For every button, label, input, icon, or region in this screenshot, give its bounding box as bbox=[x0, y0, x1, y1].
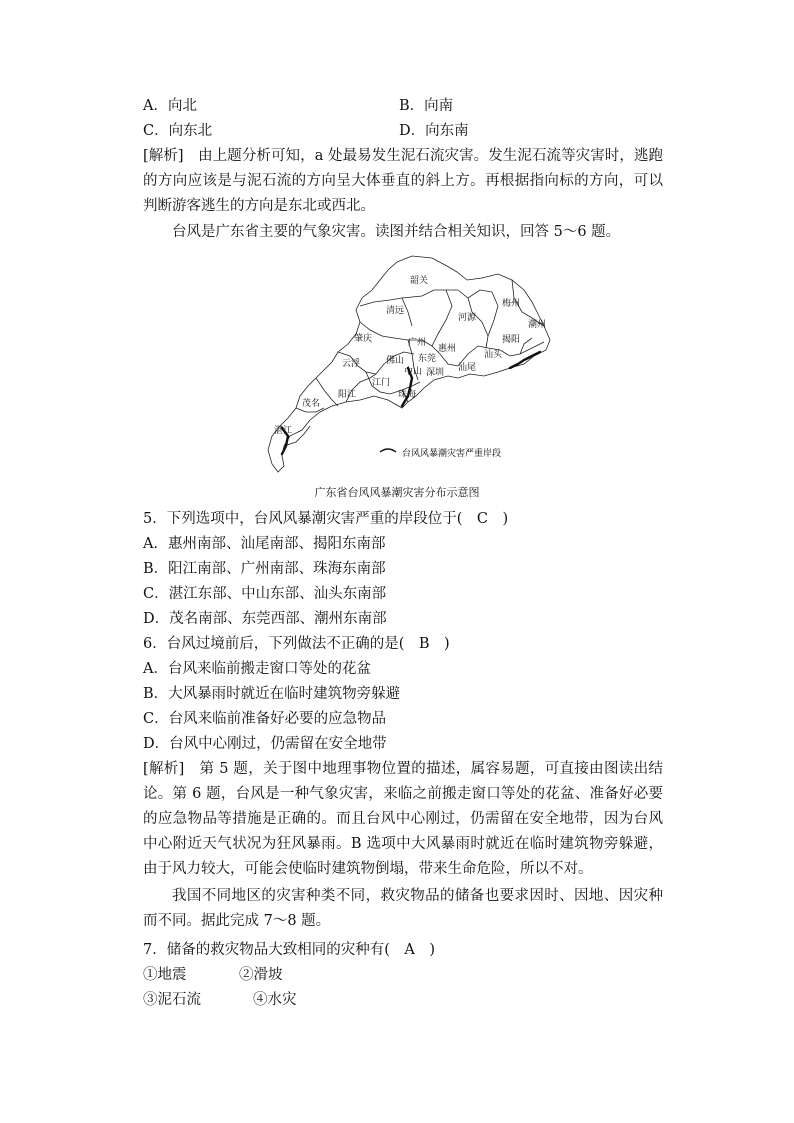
city-shantou: 汕头 bbox=[484, 350, 503, 360]
q7-option-2: ②滑坡 bbox=[239, 967, 283, 983]
q7-option-1: ①地震 bbox=[143, 967, 187, 983]
city-heyuan: 河源 bbox=[458, 313, 477, 323]
q5-stem: 5．下列选项中，台风风暴潮灾害严重的岸段位于( C ) bbox=[143, 511, 509, 527]
q5-option-a: A．惠州南部、汕尾南部、揭阳东南部 bbox=[143, 536, 386, 552]
intro-2: 我国不同地区的灾害种类不同，救灾物品的储备也要求因时、因地、因灾种而不同。据此完成 7～8 题。 bbox=[143, 888, 663, 929]
city-yunfu: 云浮 bbox=[342, 359, 361, 369]
q5-option-d: D．茂名南部、东莞西部、潮州东南部 bbox=[143, 611, 387, 627]
q7-option-3: ③泥石流 bbox=[143, 992, 201, 1008]
analysis-1-tag: [解析] bbox=[143, 148, 184, 164]
city-chaozhou: 潮州 bbox=[528, 320, 547, 330]
intro-1: 台风是广东省主要的气象灾害。读图并结合相关知识，回答 5～6 题。 bbox=[172, 224, 621, 240]
q4-option-a: A．向北 bbox=[143, 98, 197, 114]
legend-line bbox=[380, 449, 396, 452]
guangdong-map bbox=[262, 250, 552, 475]
q6-stem: 6．台风过境前后，下列做法不正确的是( B ) bbox=[143, 636, 450, 652]
analysis-1-text: 由上题分析可知，a 处最易发生泥石流灾害。发生泥石流等灾害时，逃跑的方向应该是与泥石流的方向呈大体垂直的斜上方。再根据指向标的方向，可以判断游客逃生的方向是东北或西北。 bbox=[143, 148, 663, 214]
city-jieyang: 揭阳 bbox=[502, 335, 521, 345]
city-qingyuan: 清远 bbox=[386, 306, 405, 316]
analysis-2-text: 第 5 题，关于图中地理事物位置的描述，属容易题，可直接由图读出结论。第 6 题，台风是一种气象灾害，来临之前搬走窗口等处的花盆、准备好必要的应急物品等措施是正确的。而且台风中心刚过，仍需留在安全地带，因为台风中心附近天气状况为狂风暴雨。B 选项中大风暴雨时就近在临时建筑物旁躲避，由于风力较大，可能会使临时建筑物倒塌，带来生命危险，所以不对。 bbox=[143, 761, 663, 877]
city-meizhou: 梅州 bbox=[502, 299, 521, 309]
q6-option-c: C．台风来临前准备好必要的应急物品 bbox=[143, 711, 387, 727]
q5-option-c: C．湛江东部、中山东部、汕头东南部 bbox=[143, 586, 387, 602]
city-zhuhai: 珠海 bbox=[398, 390, 417, 400]
q7-stem: 7．储备的救灾物品大致相同的灾种有( A ) bbox=[143, 942, 436, 958]
legend-label: 台风风暴潮灾害严重岸段 bbox=[402, 449, 502, 459]
city-yangjiang: 阳江 bbox=[338, 390, 357, 400]
analysis-2 bbox=[143, 757, 663, 882]
city-huizhou: 惠州 bbox=[438, 344, 457, 354]
city-foshan: 佛山 bbox=[386, 356, 405, 366]
q6-option-d: D．台风中心刚过，仍需留在安全地带 bbox=[143, 736, 387, 752]
q4-option-c: C．向东北 bbox=[143, 123, 213, 139]
city-zhaoqing: 肇庆 bbox=[354, 334, 373, 344]
city-shenzhen: 深圳 bbox=[426, 368, 445, 378]
analysis-1 bbox=[143, 144, 663, 219]
city-shaoguan: 韶关 bbox=[410, 276, 429, 286]
province-outline bbox=[268, 256, 550, 472]
city-zhongshan: 中山 bbox=[404, 367, 423, 377]
city-guangzhou: 广州 bbox=[408, 338, 427, 348]
city-maoming: 茂名 bbox=[302, 399, 321, 409]
q4-option-d: D．向东南 bbox=[399, 123, 469, 139]
q6-option-b: B．大风暴雨时就近在临时建筑物旁躲避 bbox=[143, 686, 401, 702]
q4-option-b: B．向南 bbox=[399, 98, 454, 114]
surge-segment-shantou bbox=[510, 352, 540, 368]
q6-option-a: A．台风来临前搬走窗口等处的花盆 bbox=[143, 661, 371, 677]
q5-option-b: B．阳江南部、广州南部、珠海东南部 bbox=[143, 561, 386, 577]
city-shanwei: 汕尾 bbox=[458, 363, 477, 373]
analysis-2-tag: [解析] bbox=[143, 761, 185, 777]
city-zhanjiang: 湛江 bbox=[274, 426, 293, 436]
map-caption: 广东省台风风暴潮灾害分布示意图 bbox=[314, 486, 480, 499]
q7-option-4: ④水灾 bbox=[253, 992, 297, 1008]
city-dongguan: 东莞 bbox=[418, 354, 437, 364]
city-jiangmen: 江门 bbox=[372, 378, 391, 388]
